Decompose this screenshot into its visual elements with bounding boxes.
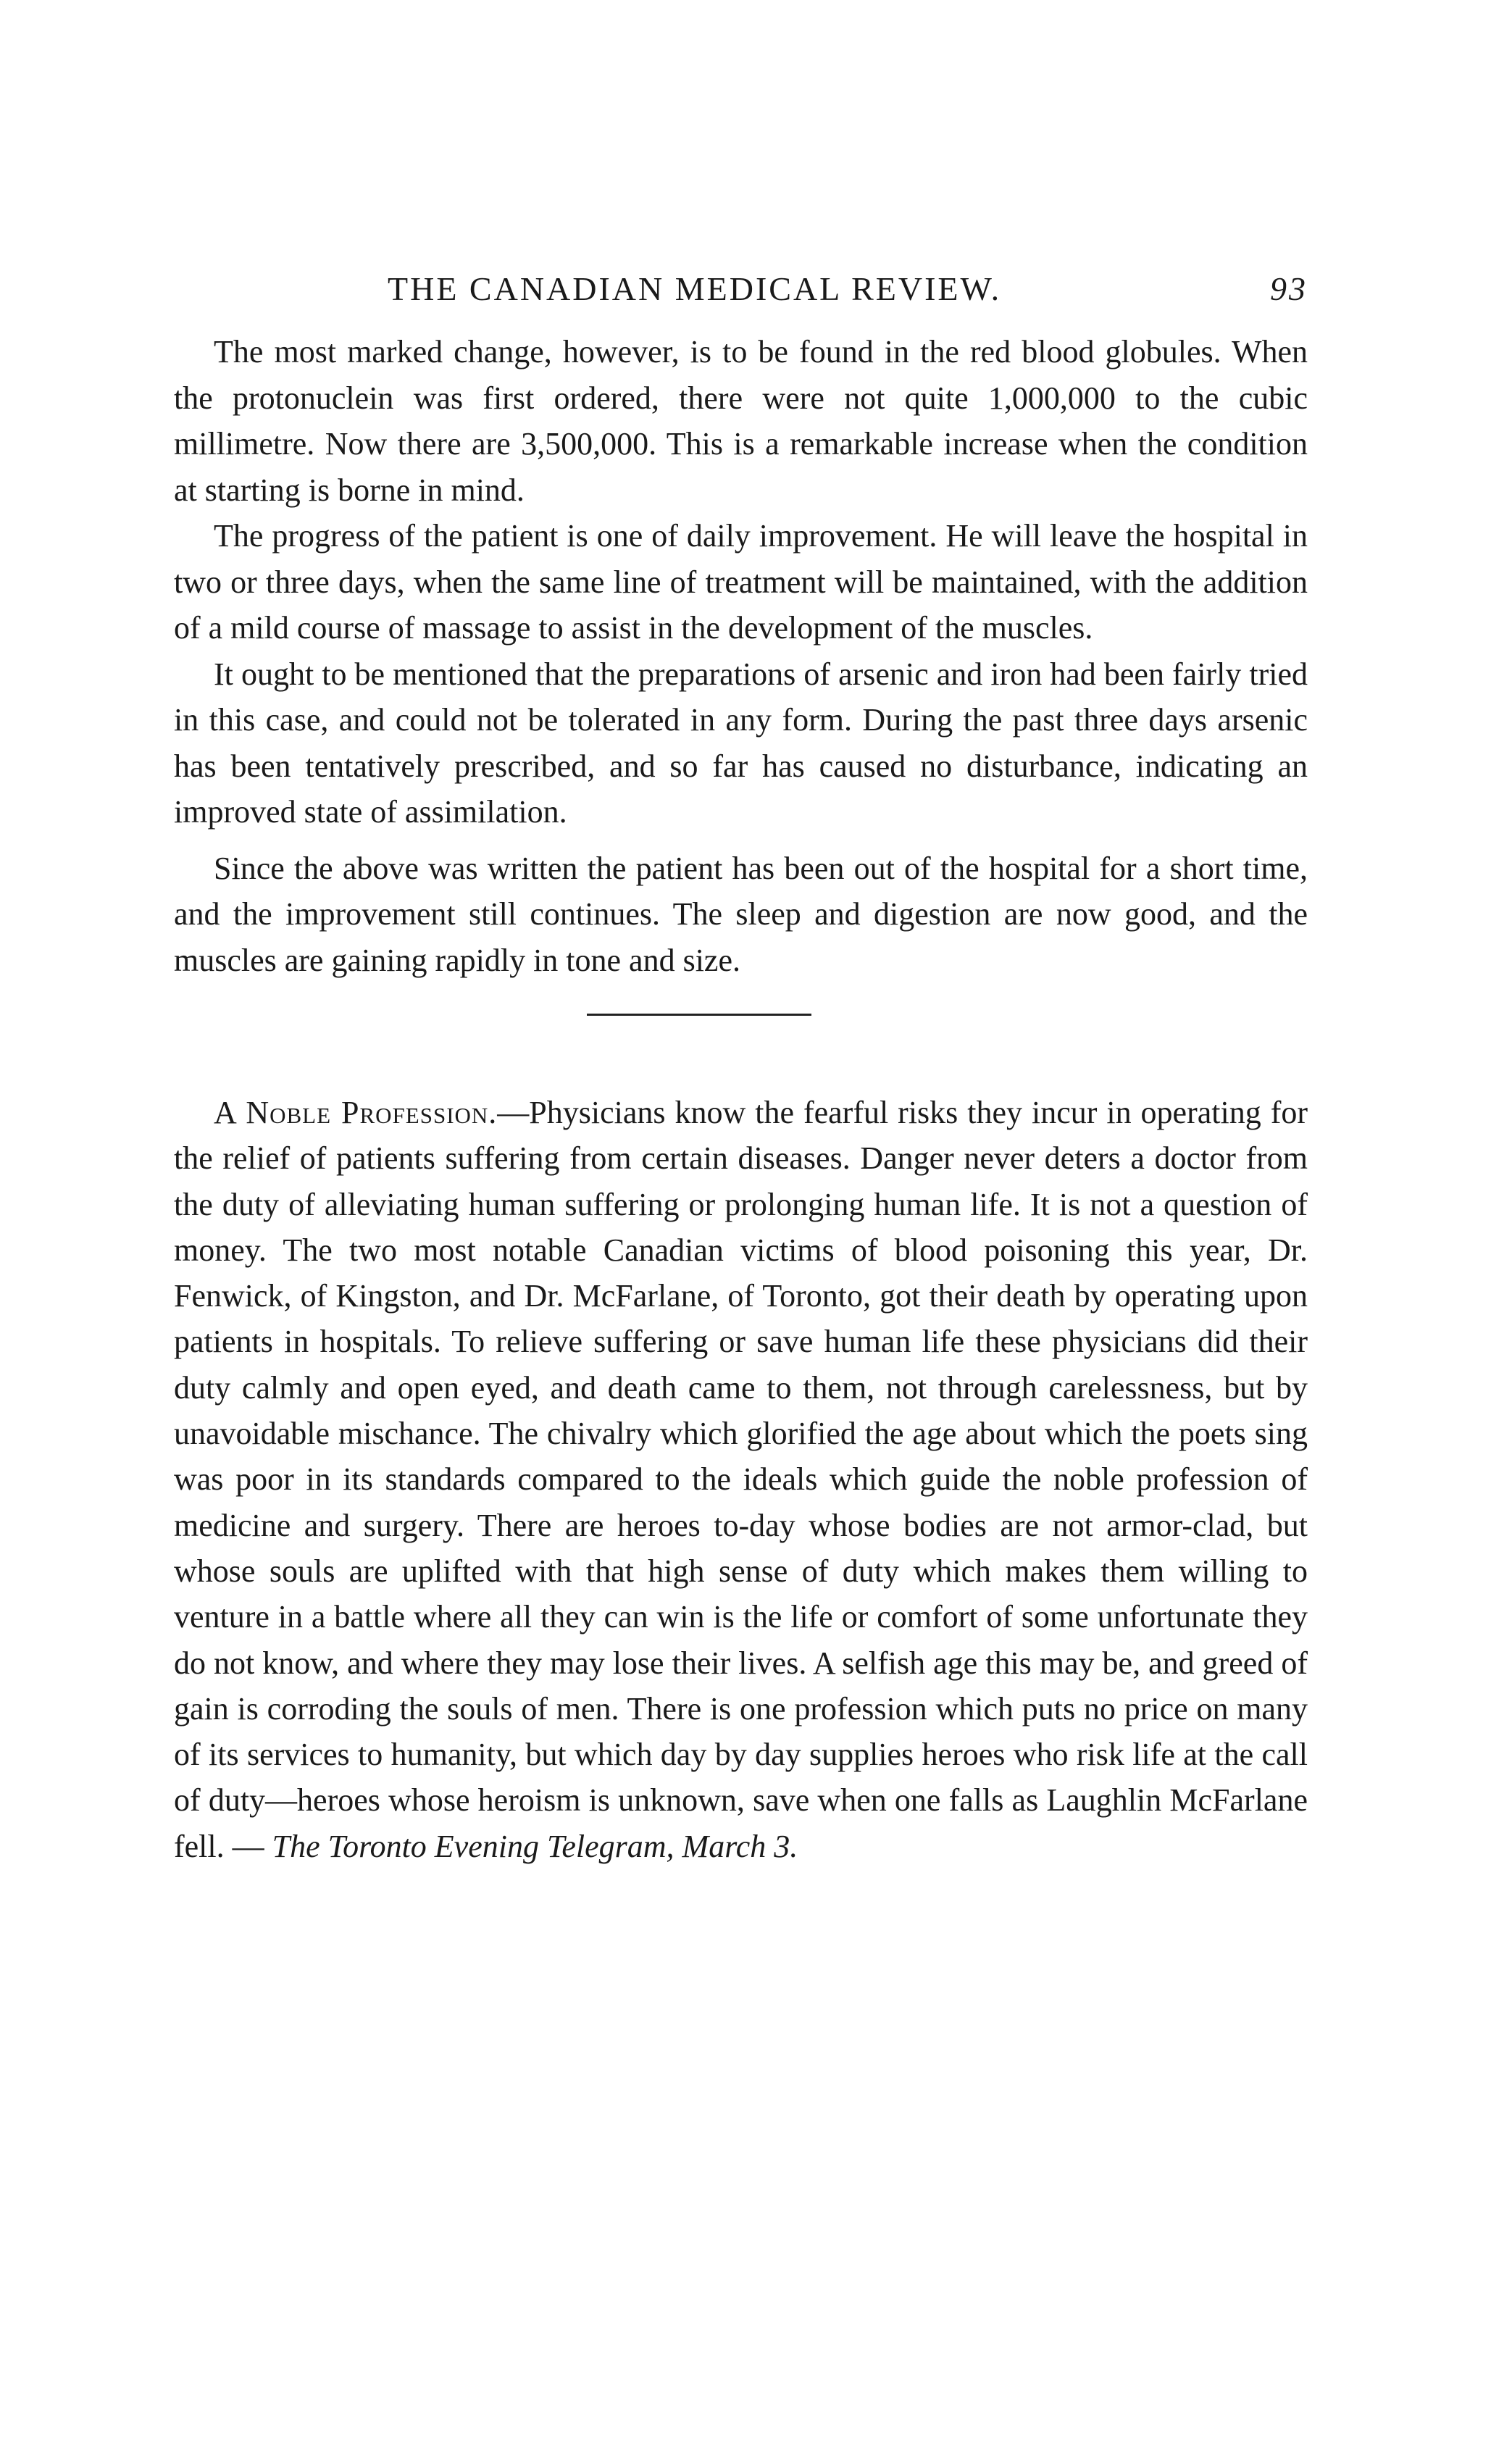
article-heading: A Noble Profession.	[214, 1095, 498, 1130]
article-citation: The Toronto Evening Telegram, March 3.	[272, 1828, 798, 1864]
page	[174, 270, 1308, 1869]
page-number: 93	[1270, 270, 1308, 307]
paragraph: The progress of the patient is one of daily improvement. He will leave the hospital in two or three days, when the same line of treatment will be maintained, with the addition of a mild course of massage to assist in the development of the muscles.	[174, 518, 1308, 646]
article-paragraph	[174, 1090, 1308, 1869]
article-text: —Physicians know the fearful risks they incur in operating for the relief of patients suffering from certain diseases. Danger never deters a doctor from the duty of alleviating human suffering or prolonging human life. It is not a question of money. The two most notable Canadian victims of blood poisoning this year, Dr. Fenwick, of Kingston, and Dr. McFarlane, of Toronto, got their death by operating upon patients in hospitals. To relieve suffering or save human life these physicians did their duty calmly and open eyed, and death came to them, not through carelessness, but by unavoidable mischance. The chivalry which glorified the age about which the poets sing was poor in its standards compared to the ideals which guide the noble profession of medicine and surgery. There are heroes to-day whose bodies are not armor-clad, but whose souls are uplifted with that high sense of duty which makes them willing to venture in a battle where all they can win is the life or comfort of some unfortunate they do not know, and where they may lose their lives. A selfish age this may be, and greed of gain is corroding the souls of men. There is one profession which puts no price on many of its services to humanity, but which day by day supplies heroes who risk life at the call of duty—heroes whose heroism is unknown, save when one falls as Laughlin McFarlane fell. —	[174, 1095, 1308, 1864]
paragraph: It ought to be mentioned that the preparations of arsenic and iron had been fairly tried in this case, and could not be tolerated in any form. During the past three days arsenic has been tentatively prescribed, and so far has caused no disturbance, indicating an improved state of assimilation.	[174, 656, 1308, 830]
running-title: THE CANADIAN MEDICAL REVIEW.	[388, 270, 1002, 307]
section-divider	[587, 1014, 811, 1016]
paragraph: Since the above was written the patient has been out of the hospital for a short time, and the improvement still continues. The sleep and digestion are now good, and the muscles are gaining rapidly in tone and size.	[174, 850, 1308, 978]
paragraph: The most marked change, however, is to be found in the red blood globules. When the protonuclein was first ordered, there were not quite 1,000,000 to the cubic millimetre. Now there are 3,500,000. This is a remarkable increase when the condition at starting is borne in mind.	[174, 334, 1308, 508]
article-noble-profession	[174, 1090, 1308, 1869]
running-header	[174, 270, 1308, 316]
case-report-continuation	[174, 329, 1308, 983]
